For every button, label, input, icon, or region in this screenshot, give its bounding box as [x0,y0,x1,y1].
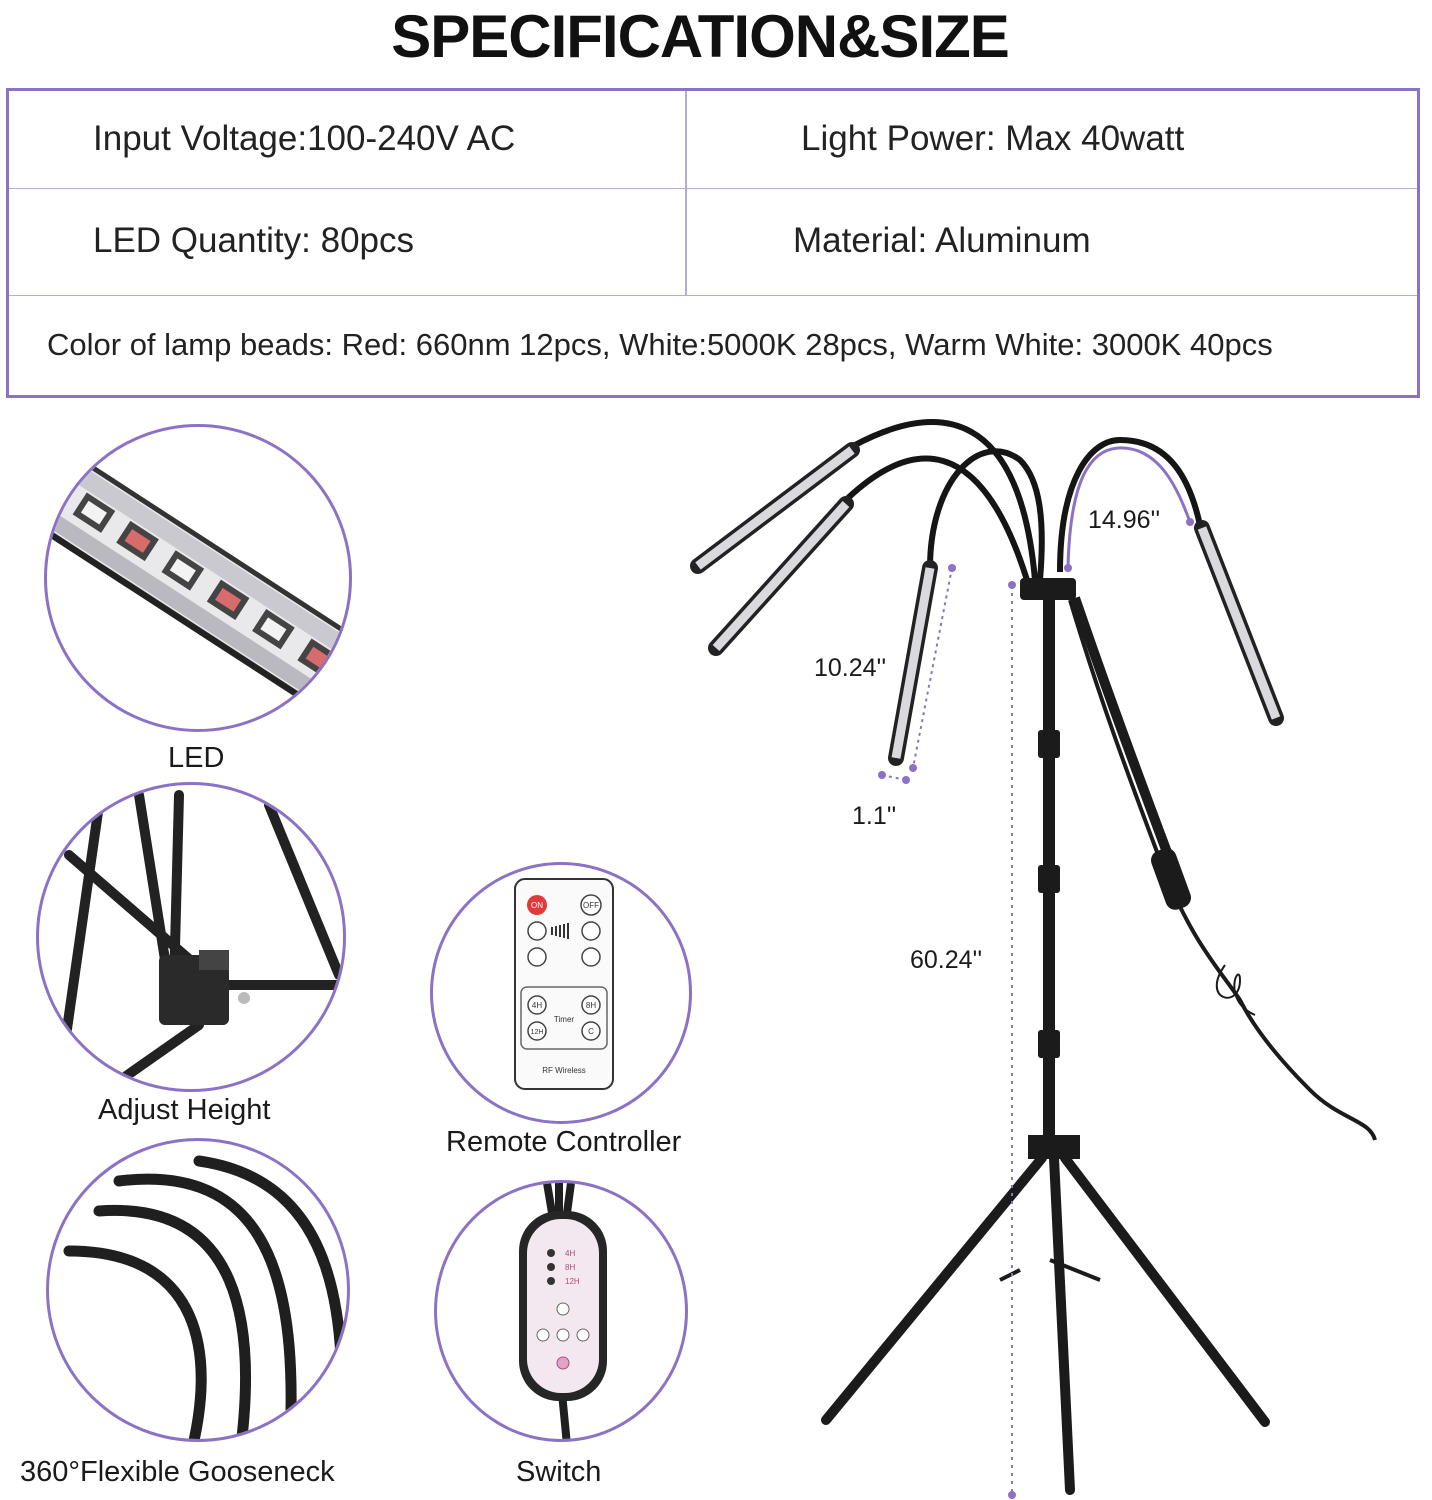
remote-controller-image [430,862,692,1124]
spec-led-quantity: LED Quantity: 80pcs [93,221,414,260]
tripod-joint-illustration [39,785,346,1092]
spec-material: Material: Aluminum [793,221,1091,260]
spec-bead-colors: Color of lamp beads: Red: 660nm 12pcs, White:5000K 28pcs, Warm White: 3000K 40pcs [47,327,1273,362]
dim-gooseneck-length: 14.96'' [1088,506,1161,534]
switch-12h-label: 12H [565,1277,580,1286]
remote-c-label: C [588,1027,594,1036]
switch-image [434,1180,688,1442]
dim-stand-height: 60.24'' [910,946,983,974]
switch-8h-label: 8H [565,1263,576,1272]
remote-off-label: OFF [583,901,599,910]
caption-gooseneck: 360°Flexible Gooseneck [20,1456,335,1488]
switch-4h-label: 4H [565,1249,576,1258]
spec-column-divider [685,91,687,295]
remote-controller-illustration [433,865,692,1124]
caption-switch: Switch [516,1456,602,1488]
remote-8h-label: 8H [585,1001,597,1010]
remote-on-label: ON [531,901,543,910]
dim-bar-width: 1.1'' [852,802,897,830]
led-closeup-image [44,424,352,732]
remote-12h-label: 12H [530,1029,544,1036]
grow-light-stand-illustration [680,400,1400,1500]
caption-remote: Remote Controller [446,1126,682,1158]
switch-illustration [437,1183,688,1442]
page-title: SPECIFICATION&SIZE [391,3,1009,70]
spec-table [6,88,1420,398]
remote-timer-label: Timer [553,1015,575,1024]
remote-rf-label: RF Wireless [542,1066,586,1075]
gooseneck-illustration [49,1141,350,1442]
remote-4h-label: 4H [531,1001,543,1010]
spec-input-voltage: Input Voltage:100-240V AC [93,119,516,158]
tripod-joint-image [36,782,346,1092]
dim-bar-length: 10.24'' [814,654,887,682]
led-strip-illustration [47,427,352,732]
spec-light-power: Light Power: Max 40watt [801,119,1185,158]
caption-adjust-height: Adjust Height [98,1094,271,1126]
gooseneck-image [46,1138,350,1442]
caption-led: LED [168,742,225,774]
